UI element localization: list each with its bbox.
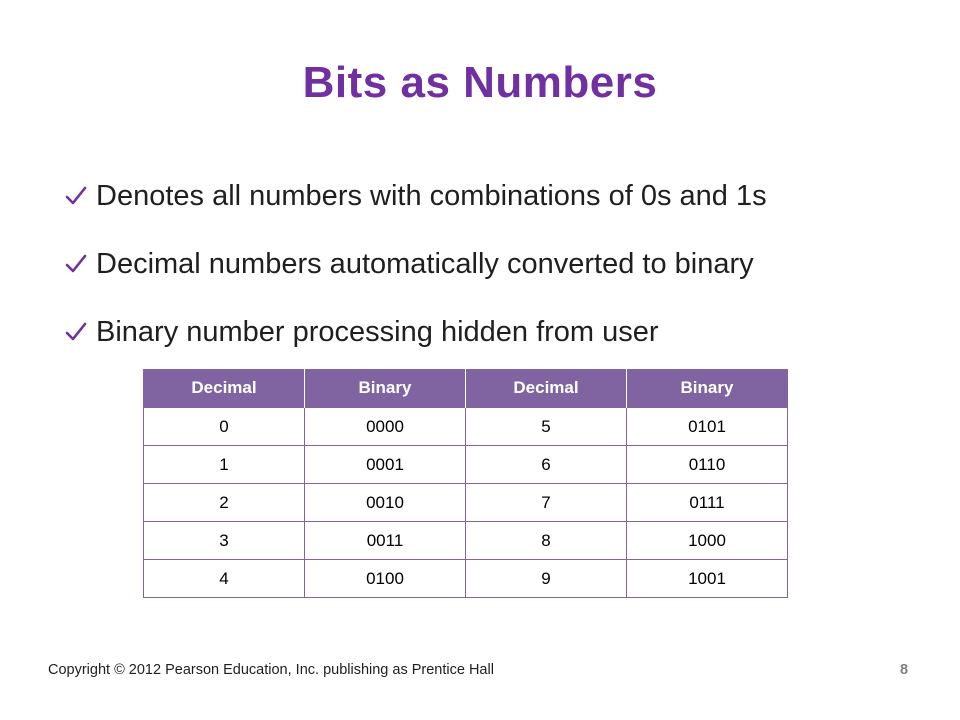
binary-table-container — [143, 369, 788, 598]
table-cell: 0 — [144, 408, 305, 446]
table-header-row — [144, 369, 788, 408]
column-header: Binary — [305, 369, 466, 408]
table-cell: 6 — [466, 446, 627, 484]
table-cell: 0111 — [627, 484, 788, 522]
bullet-list — [64, 176, 767, 380]
table-cell: 8 — [466, 522, 627, 560]
table-row — [144, 522, 788, 560]
table-cell: 5 — [466, 408, 627, 446]
table-cell: 0100 — [305, 560, 466, 598]
bullet-item — [64, 176, 767, 216]
table-cell: 0011 — [305, 522, 466, 560]
table-cell: 3 — [144, 522, 305, 560]
bullet-text: Decimal numbers automatically converted to binary — [96, 247, 754, 280]
table-cell: 1000 — [627, 522, 788, 560]
checkmark-icon — [64, 320, 88, 344]
table-cell: 0101 — [627, 408, 788, 446]
table-cell: 1001 — [627, 560, 788, 598]
bullet-item — [64, 244, 767, 284]
table-cell: 0001 — [305, 446, 466, 484]
bullet-item — [64, 312, 767, 352]
page-number: 8 — [900, 662, 909, 678]
copyright-footer: Copyright © 2012 Pearson Education, Inc. publishing as Prentice Hall — [48, 662, 494, 678]
decimal-binary-table — [143, 369, 788, 598]
table-cell: 1 — [144, 446, 305, 484]
checkmark-icon — [64, 252, 88, 276]
table-row — [144, 446, 788, 484]
table-cell: 0010 — [305, 484, 466, 522]
table-cell: 0110 — [627, 446, 788, 484]
table-cell: 2 — [144, 484, 305, 522]
bullet-text: Binary number processing hidden from user — [96, 315, 659, 348]
slide-title: Bits as Numbers — [302, 58, 658, 107]
table-cell: 9 — [466, 560, 627, 598]
bullet-text: Denotes all numbers with combinations of 0s and 1s — [96, 179, 767, 212]
table-row — [144, 408, 788, 446]
table-cell: 0000 — [305, 408, 466, 446]
table-cell: 7 — [466, 484, 627, 522]
table-row — [144, 484, 788, 522]
table-row — [144, 560, 788, 598]
column-header: Decimal — [466, 369, 627, 408]
column-header: Decimal — [144, 369, 305, 408]
table-cell: 4 — [144, 560, 305, 598]
checkmark-icon — [64, 184, 88, 208]
column-header: Binary — [627, 369, 788, 408]
